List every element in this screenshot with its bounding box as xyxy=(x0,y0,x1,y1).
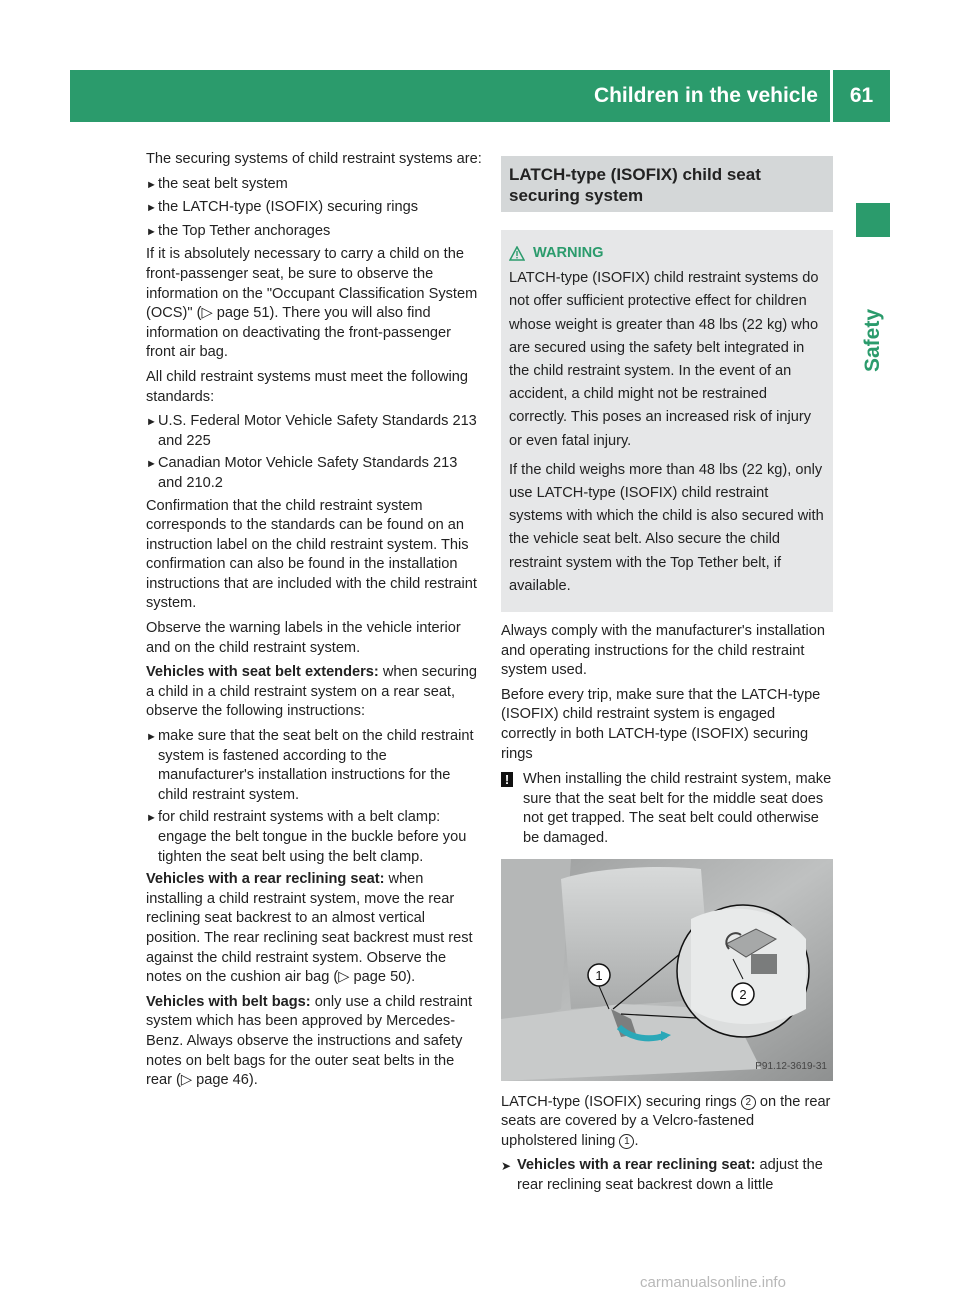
reclining-seat-paragraph: Vehicles with a rear reclining seat: when installing a child restraint system, move the rear reclining seat backrest to an almost vertical position. The rear reclining seat backrest must rest against the child restraint system. Observe the notes on the cushion air bag (▷ page 50). xyxy=(146,871,473,986)
bullet-icon: ► xyxy=(146,416,157,429)
watermark: carmanualsonline.info xyxy=(640,1274,786,1291)
chapter-title: Children in the vehicle xyxy=(593,84,818,107)
before-trip-paragraph: Before every trip, make sure that the LATCH-type (ISOFIX) child restraint system is engaged correctly in both LATCH-type (ISOFIX) securing rings xyxy=(501,686,821,762)
securing-systems-list xyxy=(146,175,482,243)
belt-extenders-list xyxy=(146,727,482,867)
bullet-icon: ► xyxy=(146,225,157,238)
bullet-icon: ► xyxy=(146,458,157,471)
front-seat-paragraph: If it is absolutely necessary to carry a child on the front-passenger seat, be sure to observe the information on the "Occupant Classification System (OCS)" (▷ page 51). There you will also find information on deactivating the front-passenger front air bag. xyxy=(146,246,478,361)
bullet-icon: ► xyxy=(146,812,157,825)
page-50-link[interactable]: ▷ page 50 xyxy=(338,969,407,986)
list-item: ► the seat belt system xyxy=(146,175,482,196)
step-arrow-icon: ➤ xyxy=(501,1159,512,1174)
warning-label: WARNING xyxy=(533,245,604,261)
list-item: ► make sure that the seat belt on the child restraint system is fastened according to the manufacturer's installation instructions for the child restraint system. xyxy=(146,727,482,805)
list-item: ► the LATCH-type (ISOFIX) securing rings xyxy=(146,198,482,219)
warning-triangle-icon xyxy=(509,246,525,261)
exclamation-icon: ! xyxy=(501,772,513,787)
warning-header xyxy=(509,242,825,265)
belt-bags-paragraph: Vehicles with belt bags: only use a child restraint system which has been approved by Mercedes-Benz. Always observe the instructions and safety notes on belt bags for the outer seat belts in the rear (▷ page 46). xyxy=(146,993,473,1089)
list-item: ► the Top Tether anchorages xyxy=(146,222,482,243)
warning-box xyxy=(501,230,833,612)
header-bar xyxy=(70,70,890,122)
section-heading: LATCH-type (ISOFIX) child seat securing system xyxy=(501,156,833,212)
section-tab-label: Safety xyxy=(861,308,884,372)
belt-extenders-paragraph: Vehicles with seat belt extenders: when securing a child in a child restraint system on a rear seat, observe the following instructions: xyxy=(146,664,477,720)
figure-code: P91.12-3619-31 xyxy=(755,1060,827,1072)
callout-2-ref: 2 xyxy=(741,1095,756,1110)
left-column xyxy=(146,150,482,1096)
section-tab-marker xyxy=(856,203,890,237)
bullet-icon: ► xyxy=(146,731,157,744)
callout-1: 1 xyxy=(595,967,603,983)
seat-illustration-graphic xyxy=(501,859,833,1081)
page-51-link[interactable]: ▷ page 51 xyxy=(201,305,270,322)
instruction-step: ➤ Vehicles with a rear reclining seat: adjust the rear reclining seat backrest down a little xyxy=(501,1156,833,1195)
figure-caption: LATCH-type (ISOFIX) securing rings 2 on the rear seats are covered by a Velcro-fastened upholstered lining 1 . xyxy=(501,1093,831,1149)
page-46-link[interactable]: ▷ page 46 xyxy=(180,1072,249,1089)
callout-2: 2 xyxy=(739,986,747,1002)
warning-text-2: If the child weighs more than 48 lbs (22 kg), only use LATCH-type (ISOFIX) child restraint systems with which the child is also secured with the vehicle seat belt. Also secure the child restraint system with the Top Tether belt, if available. xyxy=(509,461,824,594)
warning-text-1: LATCH-type (ISOFIX) child restraint systems do not offer sufficient protective effect for children whose weight is greater than 48 lbs (22 kg) who are secured using the safety belt integrated in the child restraint system. In the event of an accident, a child might not be restrained correctly. This poses an increased risk of injury or even fatal injury. xyxy=(509,270,819,449)
standards-list xyxy=(146,412,482,493)
page-number: 61 xyxy=(849,84,874,107)
isofix-illustration xyxy=(501,859,833,1081)
note-box xyxy=(501,770,833,848)
confirmation-paragraph: Confirmation that the child restraint system corresponds to the standards can be found on an instruction label on the child restraint system. This confirmation can also be found in the installation instructions that are included with the child restraint system. xyxy=(146,497,477,612)
warning-labels-paragraph: Observe the warning labels in the vehicle interior and on the child restraint system. xyxy=(146,620,461,656)
bullet-icon: ► xyxy=(146,202,157,215)
note-text: When installing the child restraint system, make sure that the seat belt for the middle seat does not get trapped. The seat belt could otherwise be damaged. xyxy=(523,771,832,846)
right-column xyxy=(501,156,833,1196)
standards-paragraph: All child restraint systems must meet the following standards: xyxy=(146,368,468,405)
list-item: ► Canadian Motor Vehicle Safety Standards 213 and 210.2 xyxy=(146,454,482,493)
callout-1-ref: 1 xyxy=(619,1134,634,1149)
list-item: ► U.S. Federal Motor Vehicle Safety Standards 213 and 225 xyxy=(146,412,482,451)
comply-paragraph: Always comply with the manufacturer's installation and operating instructions for the child restraint system used. xyxy=(501,623,825,679)
intro-paragraph: The securing systems of child restraint systems are: xyxy=(146,151,482,167)
list-item: ► for child restraint systems with a belt clamp: engage the belt tongue in the buckle before you tighten the seat belt using the belt clamp. xyxy=(146,808,482,867)
bullet-icon: ► xyxy=(146,178,157,191)
